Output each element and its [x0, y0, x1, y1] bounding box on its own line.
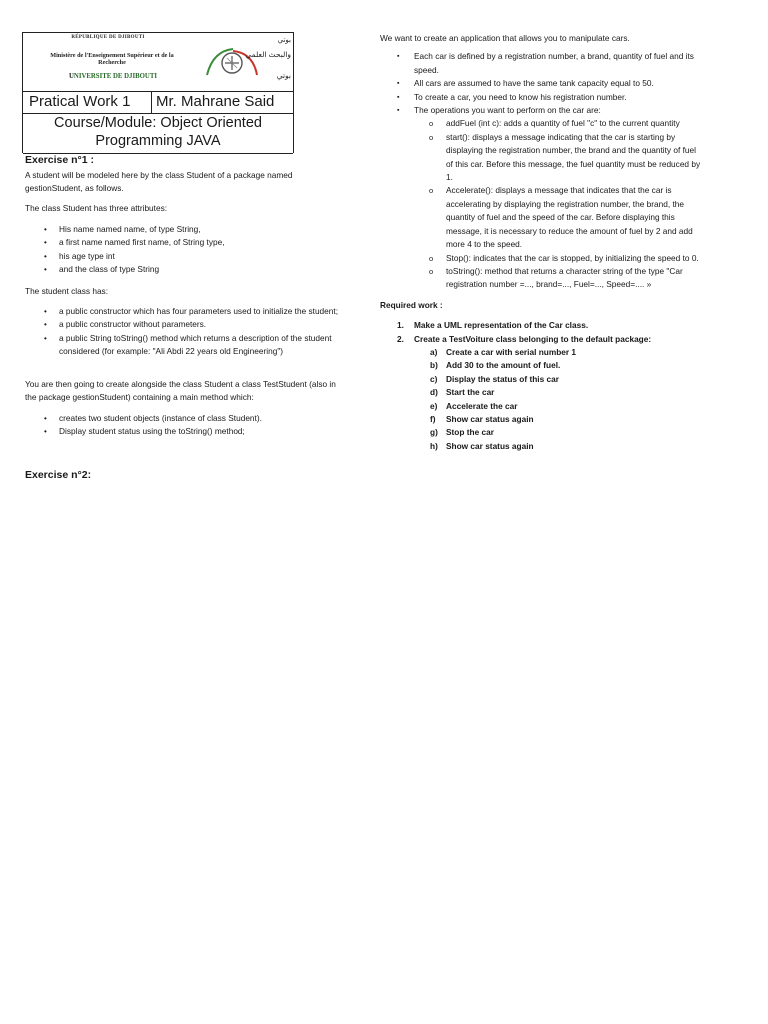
step-letter: e)	[430, 400, 438, 411]
exercise2-intro: We want to create an application that allows you to manipulate cars.	[380, 33, 630, 43]
list-item: o toString(): method that returns a character string of the type "Car registration number =..., brand=..., Fuel=..., Speed=.... »	[380, 265, 704, 292]
methods-list	[25, 305, 345, 359]
header-info-row	[23, 91, 293, 114]
list-item	[380, 319, 710, 332]
list-item	[380, 333, 710, 346]
step-letter: a)	[430, 346, 438, 357]
list-item	[380, 346, 710, 359]
republic-label: RÉPUBLIQUE DE DJIBOUTI	[71, 35, 145, 40]
list-item: o Accelerate(): displays a message that indicates that the car is accelerating by displaying the registration number, the brand, the quantity of fuel and the speed of the car. Before displaying this message, it is necessary to reduce the amount of fuel by 2 and add more 4 to the speed.	[380, 184, 704, 251]
arabic-line-2: والبحث العلمي	[245, 50, 291, 59]
step-letter: d)	[430, 387, 438, 398]
header-table	[22, 32, 294, 153]
step-text: Accelerate the car	[446, 400, 518, 411]
list-item: • Display student status using the toString() method;	[25, 425, 345, 438]
list-item: ▪ To create a car, you need to know his registration number.	[380, 91, 710, 104]
step-letter: g)	[430, 427, 438, 438]
step-letter: h)	[430, 440, 438, 451]
ministry-label: Ministère de l'Enseignement Supérieur et de la Recherche	[50, 52, 174, 66]
teacher-cell	[151, 91, 293, 113]
car-rules-list	[380, 50, 710, 117]
list-item: • creates two student objects (instance of class Student).	[25, 412, 345, 425]
practical-work-label: Pratical Work 1	[29, 93, 131, 110]
university-label	[53, 73, 173, 80]
step-letter: c)	[430, 373, 438, 384]
step-text: Start the car	[446, 387, 495, 398]
list-item: • a public String toString() method which returns a description of the student considered (for example: "Ali Abdi 22 years old Engineering")	[25, 332, 345, 359]
list-item: ▪ Each car is defined by a registration number, a brand, quantity of fuel and its speed.	[380, 50, 710, 77]
teacher-name: Mr. Mahrane Said	[156, 93, 275, 110]
list-item: o addFuel (int c): adds a quantity of fuel "c" to the current quantity	[380, 117, 704, 130]
list-item	[380, 359, 710, 372]
step-text: Show car status again	[446, 413, 534, 424]
attributes-list	[25, 223, 345, 277]
test-steps-list	[380, 346, 710, 453]
exercise1-intro: A student will be modeled here by the class Student of a package named gestionStudent, as follows.	[25, 170, 293, 194]
arabic-line-3: بوتي	[276, 71, 291, 80]
exercise1-title: Exercise n°1 :	[25, 154, 94, 166]
list-item	[380, 373, 710, 386]
item-number: 1.	[397, 320, 404, 331]
list-item: • His name named name, of type String,	[25, 223, 345, 236]
step-text: Add 30 to the amount of fuel.	[446, 360, 561, 371]
item-number: 2.	[397, 333, 404, 344]
list-item: o start(): displays a message indicating that the car is starting by displaying the registration number, the brand and the quantity of fuel of this car. Before this message, the fuel quantity must be reduced by 1.	[380, 131, 704, 185]
list-item: • his age type int	[25, 250, 345, 263]
course-cell	[23, 113, 293, 154]
required-work-title: Required work :	[380, 299, 443, 310]
arabic-line-1: بوتي	[277, 37, 291, 44]
institution-banner	[23, 33, 293, 92]
test-items-list	[25, 412, 345, 439]
list-item: ▪ All cars are assumed to have the same tank capacity equal to 50.	[380, 77, 710, 90]
step-text: Show car status again	[446, 440, 534, 451]
item-text: Create a TestVoiture class belonging to the default package:	[414, 333, 652, 344]
required-work-list	[380, 319, 710, 346]
item-text: Make a UML representation of the Car class.	[414, 320, 589, 331]
list-item: • and the class of type String	[25, 263, 345, 276]
list-item: ▪ The operations you want to perform on the car are:	[380, 104, 710, 117]
exercise2-details	[380, 32, 710, 453]
methods-heading: The student class has:	[25, 286, 109, 296]
university-initial: U	[68, 73, 74, 80]
step-letter: b)	[430, 360, 438, 371]
step-text: Create a car with serial number 1	[446, 346, 577, 357]
university-name-rest: NIVERSITE DE DJIBOUTI	[73, 73, 158, 80]
list-item	[380, 413, 710, 426]
list-item: • a public constructor without parameters.	[25, 318, 345, 331]
step-text: Stop the car	[446, 427, 494, 438]
step-letter: f)	[430, 413, 436, 424]
practical-work-cell	[23, 91, 152, 113]
course-title: Course/Module: Object Oriented Programming JAVA	[54, 115, 262, 149]
step-text: Display the status of this car	[446, 373, 559, 384]
list-item: • a public constructor which has four parameters used to initialize the student;	[25, 305, 345, 318]
exercise2-title: Exercise n°2:	[25, 469, 92, 481]
attributes-heading: The class Student has three attributes:	[25, 203, 168, 213]
test-student-intro: You are then going to create alongside the class Student a class TestStudent (also in the package gestionStudent) containing a main method which:	[25, 379, 336, 403]
list-item: • a first name named first name, of String type,	[25, 236, 345, 249]
operations-list	[380, 117, 710, 291]
list-item	[380, 386, 710, 399]
list-item	[380, 440, 710, 453]
list-item	[380, 400, 710, 413]
list-item	[380, 426, 710, 439]
list-item: o Stop(): indicates that the car is stopped, by initializing the speed to 0.	[380, 252, 704, 265]
